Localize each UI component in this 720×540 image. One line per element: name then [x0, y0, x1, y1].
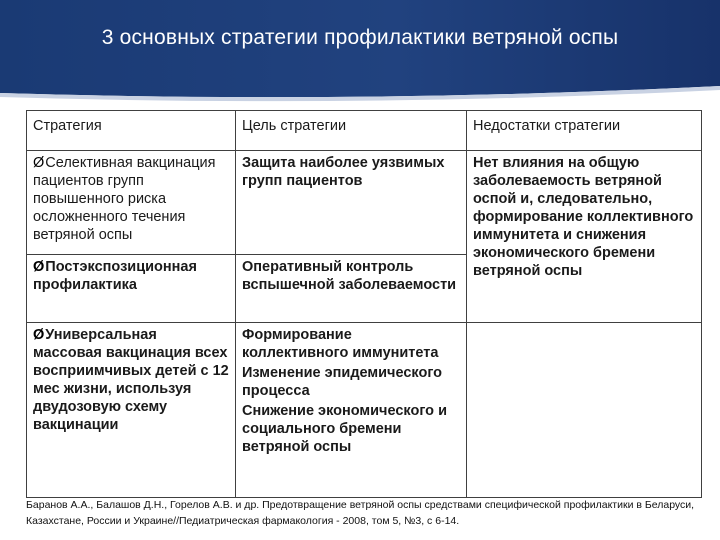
goal-text: Снижение экономического и социального бремени ветряной оспы	[242, 403, 447, 455]
strategy-text: Селективная вакцинация пациентов групп повышенного риска осложненного течения ветряной оспы	[33, 155, 216, 243]
drawbacks-cell	[467, 151, 702, 323]
arrow-bullet-icon: Ø	[33, 155, 45, 171]
strategy-text: Универсальная массовая вакцинация всех восприимчивых детей с 12 мес жизни, используя двудозовую схему вакцинации	[33, 327, 229, 433]
goal-text: Оперативный контроль вспышечной заболеваемости	[242, 259, 457, 293]
goal-text: Защита наиболее уязвимых групп пациентов	[242, 155, 445, 189]
strategy-text: Постэкспозиционная профилактика	[33, 259, 197, 293]
header-background	[0, 0, 720, 108]
goal-cell-universal	[236, 323, 467, 498]
source-citation: Баранов А.А., Балашов Д.Н., Горелов А.В. и др. Предотвращение ветряной оспы средствами специфической профилактики в Беларуси, Казахстане, России и Украине//Педиатрическая фармакология - 2008, том 5, №3, с 6-14.	[26, 499, 695, 527]
table-header-row	[27, 111, 702, 151]
strategy-table	[26, 110, 702, 498]
goal-cell-postexposure	[236, 255, 467, 323]
slide-title: 3 основных стратегии профилактики ветряной оспы	[101, 26, 619, 49]
arrow-bullet-icon: Ø	[33, 327, 45, 343]
goal-text: Изменение эпидемического процесса	[242, 365, 443, 399]
table-row	[27, 323, 702, 498]
strategy-cell-selective	[27, 151, 236, 255]
drawbacks-text: Нет влияния на общую заболеваемость ветряной оспой и, следовательно, формирование коллективного иммунитета и снижения экономического бремени ветряной оспы	[473, 155, 694, 279]
goal-text: Формирование коллективного иммунитета	[242, 327, 439, 361]
table-row	[27, 151, 702, 255]
header-drawbacks: Недостатки стратегии	[467, 111, 702, 151]
strategy-cell-postexposure	[27, 255, 236, 323]
header-strategy: Стратегия	[27, 111, 236, 151]
arrow-bullet-icon: Ø	[33, 259, 45, 275]
goal-cell-selective	[236, 151, 467, 255]
strategy-cell-universal	[27, 323, 236, 498]
header-banner	[0, 0, 720, 108]
header-goal: Цель стратегии	[236, 111, 467, 151]
empty-cell	[467, 323, 702, 498]
